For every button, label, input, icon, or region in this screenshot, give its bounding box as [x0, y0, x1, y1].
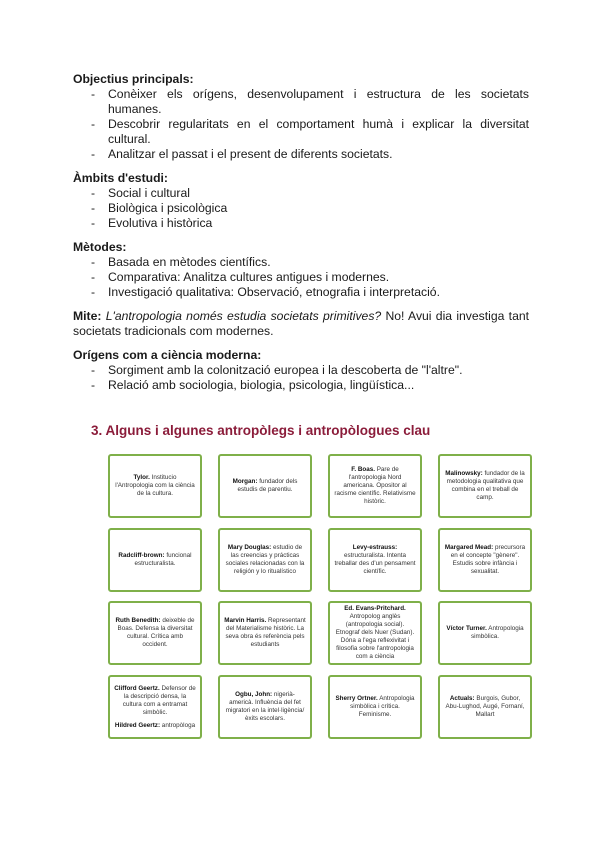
card-text: Pare de l'antropologia Nord americana. Opositor al racisme científic. Relativisme històric.	[334, 466, 416, 505]
card-name: Ruth Benedith:	[115, 617, 161, 624]
card-text: estructuralista. Intenta treballar des d'un pensament científic.	[334, 552, 416, 575]
card-text: precursora en el concepte "gènere". Estudis sobre infància i sexualitat.	[450, 544, 526, 575]
anthropologist-card	[108, 528, 202, 592]
card-text: Institucio l'Antropologia com la ciència de la cultura.	[115, 474, 195, 497]
objectives-list	[73, 87, 529, 162]
scopes-list	[73, 186, 529, 231]
anthropologist-card	[218, 528, 312, 592]
card-text: fundador dels estudis de parentiu.	[237, 478, 298, 493]
card-name: Margared Mead:	[444, 544, 494, 551]
card-name: Morgan:	[232, 478, 258, 485]
card-text: funcional estructuralista.	[134, 552, 192, 567]
card-name: Malinowsky:	[445, 470, 483, 477]
card-text: Antropologia simbòlica i crítica. Feminisme.	[350, 695, 415, 718]
card-text: antropòloga	[160, 721, 196, 729]
myth-label: Mite:	[73, 309, 102, 323]
origins-heading: Orígens com a ciència moderna:	[73, 348, 262, 362]
list-item: - Social i cultural	[91, 186, 529, 201]
card-text: Burgois, Gubor, Abu-Lughod, Augé, Fornaní, Mallart	[445, 695, 525, 718]
myth-answer: No! Avui dia investiga tant societats tradicionals com modernes.	[73, 309, 530, 338]
methods-section	[73, 240, 529, 300]
card-name: Clifford Geertz.	[114, 684, 160, 692]
origins-section	[73, 348, 529, 393]
list-item: - Descobrir regularitats en el comportament humà i explicar la diversitat cultural.	[91, 117, 529, 147]
card-name: Levy-estrauss:	[352, 544, 398, 551]
anthropologist-card	[438, 454, 532, 518]
methods-list	[73, 255, 529, 300]
list-item: - Sorgiment amb la colonització europea i la descoberta de "l'altre".	[91, 363, 529, 378]
section-title: 3. Alguns i algunes antropòlegs i antropòlogues clau	[91, 423, 431, 438]
list-item: - Analitzar el passat i el present de diferents societats.	[91, 147, 529, 162]
anthropologist-card	[438, 528, 532, 592]
card-name: Actuals:	[449, 695, 475, 702]
scopes-heading: Àmbits d'estudi:	[73, 171, 168, 185]
list-item: - Investigació qualitativa: Observació, etnografia i interpretació.	[91, 285, 529, 300]
objectives-heading: Objectius principals:	[73, 72, 194, 86]
scopes-section	[73, 171, 529, 231]
card-name: Víctor Turner.	[446, 625, 487, 632]
card-text: Antropologia simbòlica.	[471, 625, 524, 640]
myth-question: L'antropologia només estudia societats primitives?	[105, 309, 382, 323]
anthropologist-card	[438, 675, 532, 739]
card-name: Ed. Evans-Pritchard.	[344, 605, 406, 612]
anthropologist-card	[108, 601, 202, 665]
card-text: Defensor de la descripció densa, la cultura com a entramat simbòlic.	[122, 684, 196, 716]
anthropologist-card	[438, 601, 532, 665]
anthropologist-card	[328, 528, 422, 592]
card-text: deixeble de Boas. Defensa la diversitat cultural. Crítica amb occident.	[117, 617, 195, 648]
myth-paragraph	[73, 309, 529, 339]
card-name: Tylor.	[133, 474, 150, 481]
anthropologist-card	[328, 675, 422, 739]
list-item: - Evolutiva i històrica	[91, 216, 529, 231]
card-name: Ogbu, John:	[235, 691, 273, 698]
anthropologist-card	[218, 601, 312, 665]
card-text: Antropolog anglès (antropologia social). Etnograf dels Nuer (Sudan). Dóna a l'ega reflexivitat i filosofia sobre l'antropologia com a ciència	[335, 613, 415, 660]
document-body	[73, 72, 529, 402]
card-name: F. Boas.	[351, 466, 375, 473]
objectives-section	[73, 72, 529, 162]
list-item: - Relació amb sociologia, biologia, psicologia, lingüística...	[91, 378, 529, 393]
list-item: - Conèixer els orígens, desenvolupament i estructura de les societats humanes.	[91, 87, 529, 117]
list-item: - Biològica i psicològica	[91, 201, 529, 216]
card-name: Sherry Ortner.	[335, 695, 378, 702]
anthropologist-card	[218, 454, 312, 518]
card-name: Radcliff-brown:	[118, 552, 165, 559]
card-name: Hildred Geertz:	[114, 721, 161, 729]
anthropologist-card	[108, 454, 202, 518]
list-item: - Basada en mètodes científics.	[91, 255, 529, 270]
card-text: nigerià-americà. Influència del fet migratori en la intel·ligència/èxits escolars.	[225, 691, 305, 722]
card-text: Representant del Materialisme històric. La seva obra és referència pels estudiants	[225, 617, 306, 648]
anthropologist-card	[328, 601, 422, 665]
card-name: Mary Douglas:	[227, 544, 272, 551]
methods-heading: Mètodes:	[73, 240, 127, 254]
card-text: estudio de las creencias y prácticas sociales relacionadas con la religión y lo ritualístico	[225, 544, 305, 575]
anthropologists-grid	[108, 454, 532, 750]
anthropologist-card	[108, 675, 202, 739]
list-item: - Comparativa: Analitza cultures antigues i modernes.	[91, 270, 529, 285]
origins-list	[73, 363, 529, 393]
card-text: fundador de la metodologia qualitativa que combina en el treball de camp.	[446, 470, 525, 501]
card-name: Marvin Harris.	[224, 617, 267, 624]
anthropologist-card	[218, 675, 312, 739]
anthropologist-card	[328, 454, 422, 518]
